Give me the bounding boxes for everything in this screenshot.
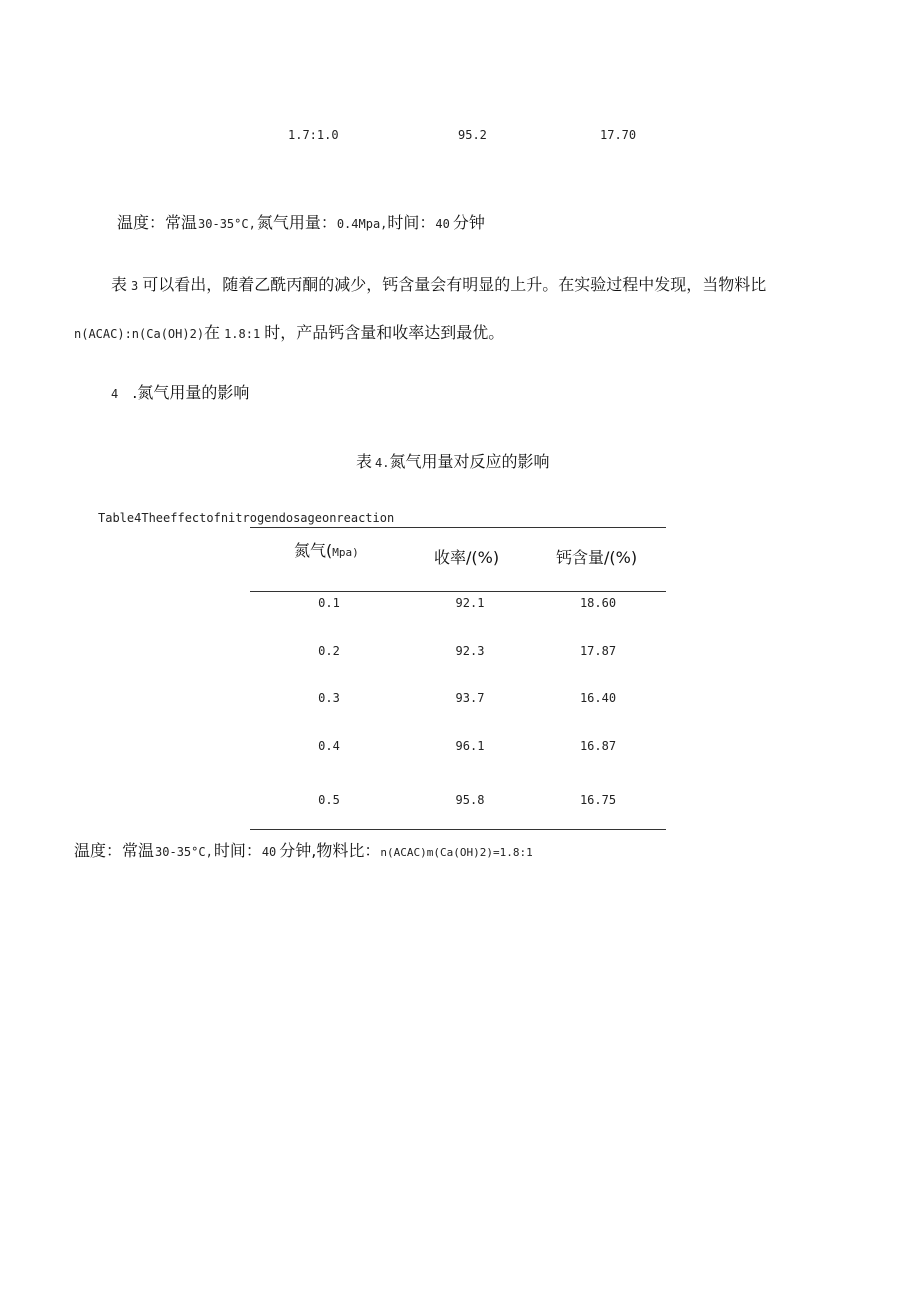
paragraph-line-1 [111,272,766,295]
cell-n2: 0.4 [318,739,340,753]
cond4-label: 温度：常温 [74,841,155,860]
table4-caption [356,449,549,472]
cell-calcium: 16.40 [579,691,617,705]
cell-yield: 95.8 [455,793,485,807]
paragraph-line-2 [74,320,504,343]
cond3-n2-value: 0.4Mpa, [336,217,388,231]
cell-yield: 96.1 [455,739,485,753]
caption-prefix: 表 [356,452,373,471]
cell-n2: 0.3 [318,691,340,705]
cell-calcium: 16.87 [579,739,617,753]
cell-calcium: 18.60 [579,596,617,610]
cond4-time-unit: 分钟,物料比： [279,841,381,860]
cell-calcium: 17.87 [579,644,617,658]
para-text: 时，产品钙含量和收率达到最优。 [264,323,505,342]
cond3-n2-label: 氮气用量： [256,213,337,232]
table-top-rule [250,527,666,528]
table-bottom-rule [250,829,666,830]
cell-n2: 0.1 [318,596,340,610]
table4-caption-english: Table4Theeffectofnitrogendosageonreaction [98,511,395,525]
cond3-label: 温度：常温 [117,213,198,232]
cond4-time-label: 时间： [213,841,262,860]
header-n2-unit: Mpa) [332,546,359,559]
prev-row-ratio: 1.7:1.0 [288,128,339,142]
section-title: .氮气用量的影响 [132,383,250,402]
para-table-number: 3 [131,279,139,293]
cell-n2: 0.2 [318,644,340,658]
prev-row-yield: 95.2 [458,128,487,142]
cond4-ratio-formula: n(ACAC)m(Ca(OH)2)=1.8:1 [380,846,533,859]
table-header-rule [250,591,666,592]
cell-n2: 0.5 [318,793,340,807]
cond3-temp: 30-35°C, [198,217,256,231]
cell-yield: 92.1 [455,596,485,610]
para-ratio-value: 1.8:1 [224,327,261,341]
cond3-time-value: 40 [435,217,450,231]
para-text: 表 [111,275,128,294]
section-number: 4 [111,387,119,401]
table3-conditions [117,210,485,233]
cond3-time-unit: 分钟 [452,213,485,232]
cell-calcium: 16.75 [579,793,617,807]
cond4-temp: 30-35°C, [155,845,213,859]
para-text: 可以看出，随着乙酰丙酮的减少，钙含量会有明显的上升。在实验过程中发现，当物料比 [142,275,767,294]
header-calcium: 钙含量/(%) [556,548,638,567]
caption-number: 4. [375,456,390,470]
cell-yield: 92.3 [455,644,485,658]
prev-row-calcium: 17.70 [600,128,637,142]
para-ratio-formula: n(ACAC):n(Ca(OH)2) [74,327,205,341]
cond3-time-label: 时间： [387,213,436,232]
cond4-time-value: 40 [261,845,277,859]
para-text: 在 [204,323,221,342]
table4-conditions [74,838,533,861]
cell-yield: 93.7 [455,691,485,705]
header-n2-label: 氮气( [294,541,333,560]
section-heading [111,380,249,403]
header-yield: 收率/(%) [434,548,500,567]
header-n2 [294,538,359,561]
caption-title: 氮气用量对反应的影响 [389,452,550,471]
